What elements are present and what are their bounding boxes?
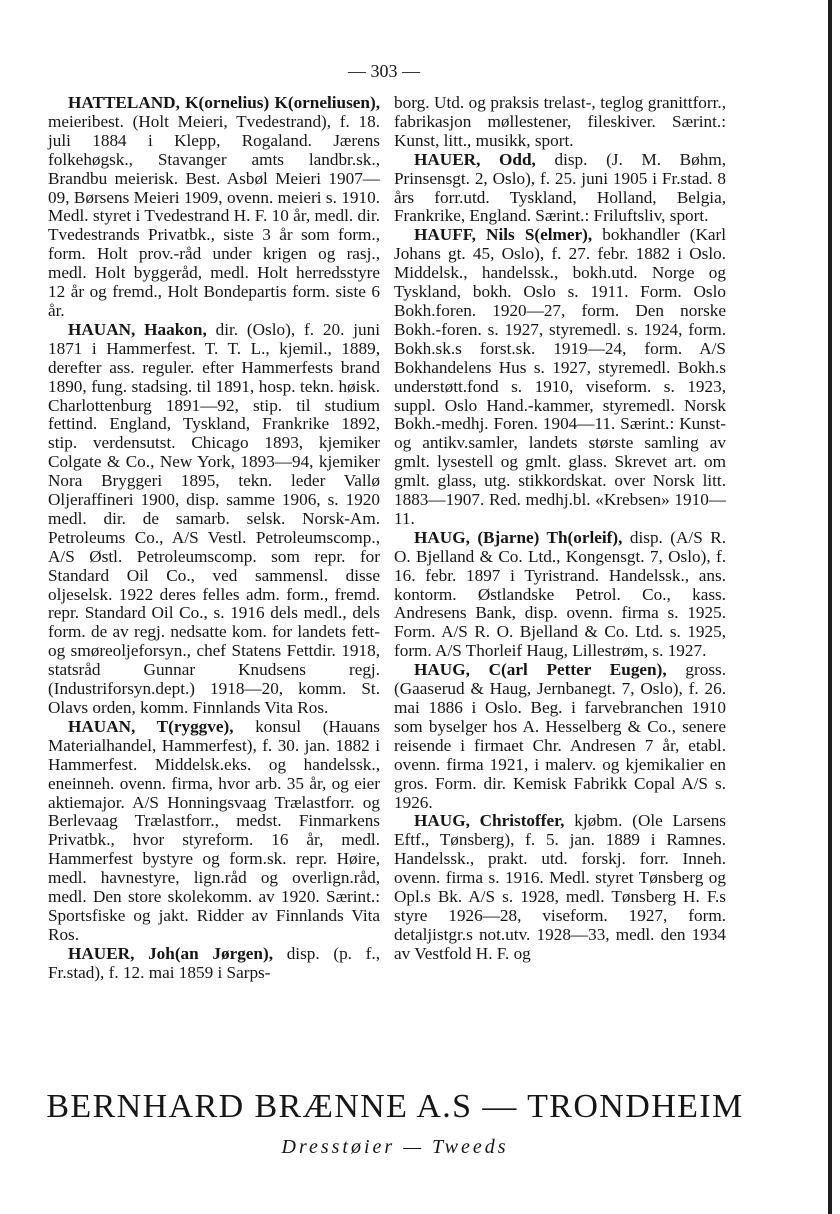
entry-text: kjøbm. (Ole Larsens Eftf., Tønsberg), f. 5. jan. 1889 i Ramnes. Handelssk., prakt. utd. forskj. forr. Inneh. ovenn. firma s. 1916. Medl. styret Tønsberg og Opl.s Bk. A/S s. 1928, medl. Tønsberg H. F.s styre 1926—28, viseform. 1927, form. detaljistgr.s not.utv. 1928—33, medl. den 1934 av Vestfold H. F. og [394,811,726,963]
entry-text: disp. (p. f., Fr.stad), f. 12. mai 1859 i Sarps- [48,943,380,982]
left-column [48,94,380,983]
entry-name: HAUFF, Nils S(elmer), [414,225,593,245]
entry-hauff-nils [394,226,726,529]
entry-text: meieribest. (Holt Meieri, Tvedestrand), f. 18. juli 1884 i Klepp, Rogaland. Jærens folkehøgsk., Stavanger amts landbr.sk., Brandbu meierisk. Best. Asbøl Meieri 1907—09, Børsens Meieri 1909, ovenn. meieri s. 1910. Medl. styret i Tvedestrand H. F. 10 år, medl. dir. Tvedestrands Privatbk., siste 3 år som form., form. Holt prov.-råd under krigen og rasj., medl. Holt byggeråd, medl. Holt herredsstyre 12 år og fremd., Holt Bondepartis form. siste 6 år. [48,111,380,320]
entry-text: borg. Utd. og praksis trelast-, teglog granittforr., fabrikasjon møllestener, fileskiver. Særint.: Kunst, litt., musikk, sport. [394,93,726,150]
page-number: — 303 — [348,61,420,81]
advertisement-company: BERNHARD BRÆNNE A.S — TRONDHEIM [46,1088,744,1125]
entry-name: HAUER, Odd, [414,149,536,169]
entry-name: HAUAN, Haakon, [68,319,207,339]
entry-hauer-johan [48,945,380,983]
entry-haug-christoffer [394,812,726,963]
entry-name: HATTELAND, K(ornelius) K(orneliusen), [68,93,380,112]
entry-text: disp. (J. M. Bøhm, Prinsensgt. 2, Oslo), f. 25. juni 1905 i Fr.stad. 8 års forr.utd. Tyskland, Holland, Belgia, Frankrike, England. Særint.: Friluftsliv, sport. [394,149,726,226]
entry-text: bokhandler (Karl Johans gt. 45, Oslo), f. 27. febr. 1882 i Oslo. Middelsk., handelssk., bokh.utd. Norge og Tyskland, bokh. Oslo s. 1911. Form. Oslo Bokh.foren. 1920—27, form. Den norske Bokh.-foren. s. 1927, styremedl. s. 1924, form. Bokh.sk.s forst.sk. 1919—24, form. A/S Bokhandelens Hus s. 1927, styremedl. Bokh.s understøtt.fond s. 1910, viseform. s. 1923, suppl. Oslo Hand.-kammer, styremedl. Norsk Bokh.-medhj. Foren. 1904—11. Særint.: Kunst- og antikv.samler, landets største samling av gmlt. lysestell og gmlt. glass. Skrevet art. om gmlt. glass, utg. stikkordskat. over Norsk litt. 1883—1907. Red. medhj.bl. «Krebsen» 1910—11. [394,225,726,528]
entry-text: dir. (Oslo), f. 20. juni 1871 i Hammerfest. T. T. L., kjemil., 1889, derefter ass. reguler. efter Hammerfests brand 1890, fung. stadsing. til 1891, hosp. tekn. høisk. Charlottenburg 1891—92, stip. til studium fettind. England, Tyskland, Frankrike 1892, stip. verdensutst. Chicago 1893, kjemiker Colgate & Co., New York, 1893—94, kjemiker Nora Bryggeri 1895, tekn. leder Vallø Oljeraffineri 1900, disp. samme 1906, s. 1920 medl. dir. de samarb. selsk. Norsk-Am. Petroleums Co., A/S Vestl. Petroleumscomp., A/S Østl. Petroleumscomp. som repr. for Standard Oil Co., ved sammensl. disse oljeselsk. 1922 deres felles adm. form., fremd. repr. Standard Oil Co., s. 1916 dels medl., dels form. de av regj. nedsatte kom. for landets fett- og smøreoljeforsyn., chef Statens Fettdir. 1918, statsråd Gunnar Knudsens regj. (Industriforsyn.dept.) 1918—20, komm. St. Olavs orden, komm. Finnlands Vita Ros. [48,319,380,717]
page-edge-rule [828,0,832,1214]
entry-name: HAUG, Christoffer, [414,811,565,831]
entry-text: disp. (A/S R. O. Bjelland & Co. Ltd., Kongensgt. 7, Oslo), f. 16. febr. 1897 i Tyristrand. Handelssk., ans. kontorm. Østlandske Petrol. Co., kass. Andresens Bank, disp. ovenn. firma s. 1925. Form. A/S R. O. Bjelland & Co. Ltd. s. 1925, form. A/S Thorleif Haug, Lillestrøm, s. 1927. [394,527,726,661]
entry-name: HAUAN, T(ryggve), [68,716,234,736]
right-column [394,94,726,964]
entry-name: HAUER, Joh(an Jørgen), [68,943,274,963]
entry-name: HAUG, C(arl Petter Eugen), [414,660,667,680]
entry-haug-carl [394,661,726,812]
entry-hauan-tryggve [48,718,380,945]
entry-name: HAUG, (Bjarne) Th(orleif), [414,527,623,547]
entry-hatteland [48,94,380,321]
entry-hauan-haakon [48,321,380,718]
entry-text: konsul (Hauans Materialhandel, Hammerfest), f. 30. jan. 1882 i Hammerfest. Middelsk.eks. og handelssk., eneinneh. ovenn. firma, hvor arb. 35 år, og eier aktiemajor. A/S Honningsvaag Trælastforr. og Berlevaag Trælastforr., medst. Finmarkens Privatbk., hvor styreform. 16 år, medl. Hammerfest bystyre og form.sk. repr. Høire, medl. havnestyre, lign.råd og overlign.råd, medl. Den store skolekomm. av 1920. Særint.: Sportsfiske og jakt. Ridder av Finnlands Vita Ros. [48,716,380,944]
entry-hauer-johan-continued [394,94,726,151]
advertisement-tagline: Dresstøier — Tweeds [281,1136,509,1158]
entry-hauer-odd [394,151,726,227]
entry-text: gross. (Gaaserud & Haug, Jernbanegt. 7, Oslo), f. 26. mai 1886 i Oslo. Beg. i farvebranchen 1910 som byselger hos A. Hesselberg & Co., senere reisende i firmaet Chr. Andresen 7 år, etabl. ovenn. firma 1921, i malerv. og kjemikalier en gros. Form. dir. Kemisk Fabrikk Copal A/S s. 1926. [394,660,726,812]
entry-haug-bjarne [394,529,726,661]
